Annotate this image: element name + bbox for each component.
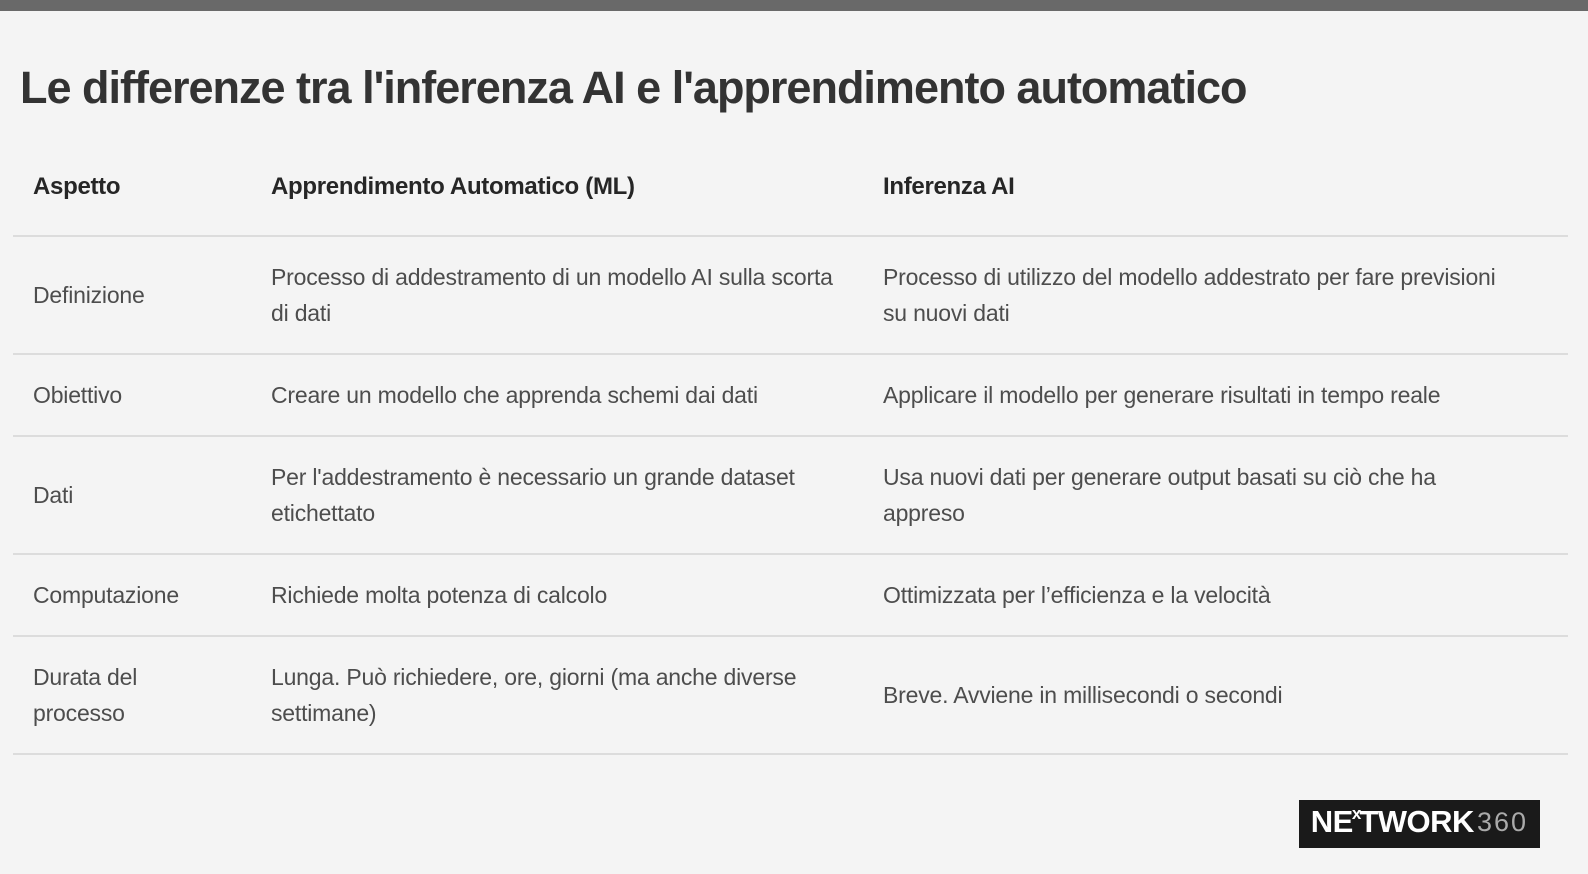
table-row-definizione — [13, 235, 1568, 353]
logo-text-mid: TWORK — [1359, 804, 1474, 839]
cell-ml: Processo di addestramento di un modello AI sulla scorta di dati — [271, 263, 833, 326]
table-row-durata — [13, 635, 1568, 755]
cell-inference: Usa nuovi dati per generare output basati su ciò che ha appreso — [883, 463, 1436, 526]
table-row-obiettivo — [13, 353, 1568, 435]
cell-inference: Ottimizzata per l’efficienza e la velocità — [883, 581, 1271, 608]
logo-text-suffix: 360 — [1476, 806, 1528, 837]
row-aspect-label: Durata del processo — [33, 663, 138, 726]
table-row-dati — [13, 435, 1568, 553]
cell-inference: Breve. Avviene in millisecondi o secondi — [883, 681, 1283, 708]
comparison-table — [13, 113, 1568, 755]
row-aspect-label: Definizione — [33, 281, 145, 308]
top-accent-bar — [0, 0, 1588, 11]
column-header-aspect: Aspetto — [33, 172, 121, 200]
row-aspect-label: Computazione — [33, 581, 179, 608]
logo-x-glyph: x — [1351, 804, 1362, 823]
logo-text-prefix: NE — [1310, 804, 1353, 839]
column-header-inference: Inferenza AI — [883, 172, 1015, 200]
column-header-ml: Apprendimento Automatico (ML) — [271, 172, 635, 200]
cell-inference: Processo di utilizzo del modello addestrato per fare previsioni su nuovi dati — [883, 263, 1496, 326]
page-title: Le differenze tra l'inferenza AI e l'apprendimento automatico — [20, 62, 1247, 113]
row-aspect-label: Obiettivo — [33, 381, 122, 408]
table-header-row — [13, 113, 1568, 235]
cell-ml: Richiede molta potenza di calcolo — [271, 581, 608, 608]
cell-ml: Per l'addestramento è necessario un grande dataset etichettato — [271, 463, 795, 526]
cell-ml: Lunga. Può richiedere, ore, giorni (ma anche diverse settimane) — [271, 663, 797, 726]
row-aspect-label: Dati — [33, 481, 74, 508]
network360-logo[interactable] — [1299, 800, 1540, 848]
table-row-computazione — [13, 553, 1568, 635]
cell-ml: Creare un modello che apprenda schemi dai dati — [271, 381, 758, 408]
cell-inference: Applicare il modello per generare risultati in tempo reale — [883, 381, 1441, 408]
